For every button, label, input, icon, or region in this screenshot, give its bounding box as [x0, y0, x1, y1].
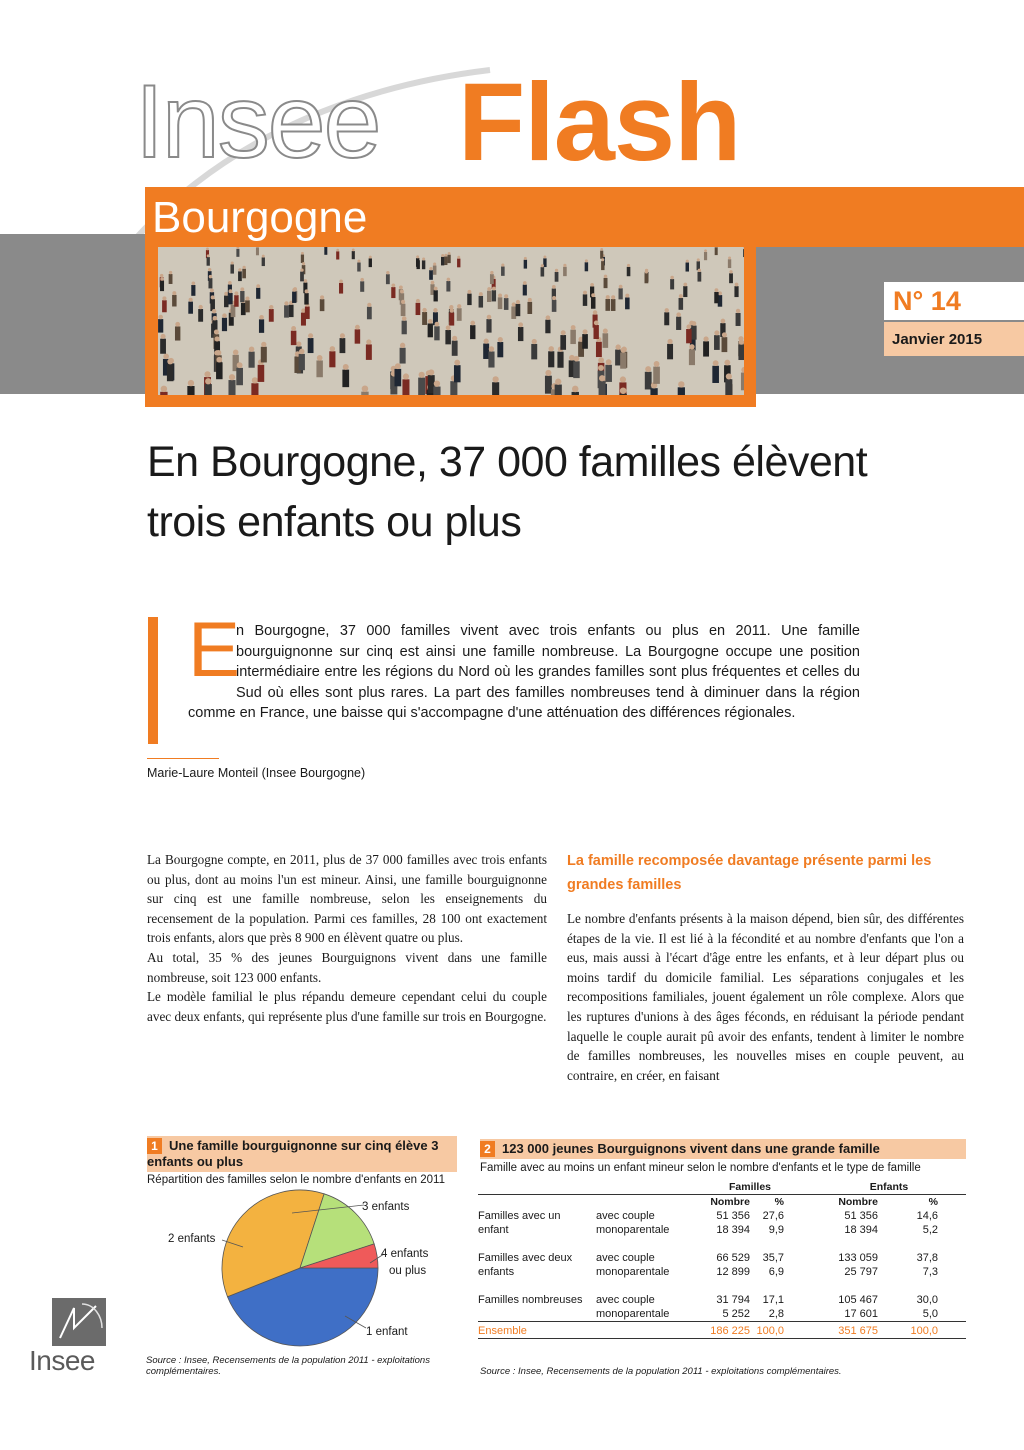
cell: 37,8: [916, 1252, 938, 1264]
pie-label-four-b: ou plus: [389, 1265, 427, 1277]
pie-label-four: 4 enfants: [381, 1248, 429, 1260]
region-name: Bourgogne: [152, 193, 368, 242]
insee-logo-mark: [52, 1298, 106, 1346]
cell: 351 675: [812, 1322, 884, 1339]
body-column-2: Le nombre d'enfants présents à la maison dépend, bien sûr, des différentes étapes de la vie. Il est lié à la fécondité et au nombre d'enfants que l'on a eus, mais aussi à l'écart d'âge entre les enfants, et à leur départ plus ou moins tardif du domicile familial. Les séparations conjugales et les recompositions familiales, jouent également un rôle complexe. Alors que les ruptures d'unions à des âges féconds, en réduisant la période pendant laquelle le couple aurait pû avoir des enfants, tendent à limiter le nombre de familles nombreuses, les nouvelles mises en couple peuvent, au contraire, en créer, en faisant: [567, 911, 964, 1083]
table-total-row: [478, 1322, 966, 1339]
group-header-enfants: Enfants: [812, 1180, 966, 1195]
figure-1-heading: [147, 1136, 457, 1172]
figure-1-source: Source : Insee, Recensements de la population 2011 - exploitations complémentaires.: [146, 1355, 430, 1377]
figure-1-subtitle: Répartition des familles selon le nombre d'enfants en 2011: [147, 1174, 445, 1186]
cell: 51 356: [716, 1210, 750, 1222]
figure-2-source: Source : Insee, Recensements de la population 2011 - exploitations complémentaires.: [480, 1366, 842, 1377]
figure-2-subtitle: Famille avec au moins un enfant mineur selon le nombre d'enfants et le type de famille: [480, 1162, 921, 1174]
cell: 35,7: [762, 1252, 784, 1264]
cell: 7,3: [922, 1266, 938, 1278]
cell: 17 601: [844, 1308, 878, 1320]
cell: 2,8: [768, 1308, 784, 1320]
paragraph: Au total, 35 % des jeunes Bourguignons vivent dans une famille nombreuse, soit 123 000 enfants.: [147, 949, 547, 985]
table-row: [478, 1209, 966, 1223]
group-label: Familles nombreuses: [478, 1294, 583, 1306]
row-type: avec couple: [596, 1210, 655, 1222]
cell: 18 394: [716, 1224, 750, 1236]
brand-flash: Flash: [458, 61, 741, 184]
figure-2-title: 123 000 jeunes Bourguignons vivent dans une grande famille: [502, 1141, 880, 1156]
col-header: Nombre: [710, 1196, 750, 1208]
cell: 186 225: [688, 1322, 756, 1339]
cell: 6,9: [768, 1266, 784, 1278]
cell: 5,2: [922, 1224, 938, 1236]
paragraph: Le modèle familial le plus répandu demeure cependant celui du couple avec deux enfants, qui représente plus d'une famille sur trois en Bourgogne.: [147, 989, 547, 1024]
pie-label-two: 2 enfants: [168, 1233, 216, 1245]
lead-bar: [148, 617, 158, 744]
figure-1-title: Une famille bourguignonne sur cinq élève 3 enfants ou plus: [147, 1138, 439, 1169]
row-type: avec couple: [596, 1294, 655, 1306]
cell: 133 059: [838, 1252, 878, 1264]
author: Marie-Laure Monteil (Insee Bourgogne): [147, 766, 366, 780]
table-row: [478, 1265, 966, 1279]
issue-number: N° 14: [893, 286, 961, 316]
group-header-familles: Familles: [688, 1180, 812, 1195]
row-type: monoparentale: [596, 1266, 670, 1278]
table-row: [478, 1251, 966, 1265]
col-header: %: [774, 1196, 784, 1208]
cell: 5,0: [922, 1308, 938, 1320]
row-type: avec couple: [596, 1252, 655, 1264]
cell: 18 394: [844, 1224, 878, 1236]
col-header: Nombre: [838, 1196, 878, 1208]
total-label: Ensemble: [478, 1322, 688, 1339]
cell: 25 797: [844, 1266, 878, 1278]
figure-2-number: 2: [480, 1141, 495, 1157]
crowd-photo: [158, 247, 744, 395]
section-heading: La famille recomposée davantage présente parmi les grandes familles: [567, 853, 932, 893]
table-row: [478, 1223, 966, 1237]
page-title: En Bourgogne, 37 000 familles élèvent trois enfants ou plus: [147, 438, 868, 546]
figure-1-number: 1: [147, 1138, 162, 1154]
drop-cap: E: [188, 605, 241, 693]
author-rule: [147, 758, 219, 759]
figure-2-heading: [480, 1139, 966, 1159]
cell: 100,0: [884, 1322, 966, 1339]
cell: 51 356: [844, 1210, 878, 1222]
lead-paragraph: [188, 621, 860, 724]
cell: 12 899: [716, 1266, 750, 1278]
issue-date: Janvier 2015: [892, 331, 983, 348]
cell: 5 252: [722, 1308, 750, 1320]
lead-text: n Bourgogne, 37 000 familles vivent avec trois enfants ou plus en 2011. Une famille bourguignonne sur cinq est ainsi une famille nombreuse. La Bourgogne occupe une position intermédiaire entre les régions du Nord où les grandes familles sont plus fréquentes et celles du Sud où elles sont plus rares. La part des familles nombreuses tend à diminuer dans la région comme en France, une baisse qui s'accompagne d'une atténuation des différences régionales.: [188, 623, 860, 722]
body-column-1: [147, 850, 547, 1026]
cell: 66 529: [716, 1252, 750, 1264]
cell: 105 467: [838, 1294, 878, 1306]
cell: 14,6: [916, 1210, 938, 1222]
brand-insee: Insee: [135, 64, 380, 180]
group-label: enfant: [478, 1224, 509, 1236]
row-type: monoparentale: [596, 1224, 670, 1236]
cell: 27,6: [762, 1210, 784, 1222]
group-label: Familles avec un: [478, 1210, 561, 1222]
cell: 100,0: [756, 1322, 812, 1339]
pie-label-one: 1 enfant: [366, 1326, 408, 1338]
cell: 30,0: [916, 1294, 938, 1306]
pie-label-three: 3 enfants: [362, 1201, 410, 1213]
table-row: [478, 1307, 966, 1322]
row-type: monoparentale: [596, 1308, 670, 1320]
insee-logo-text: Insee: [29, 1345, 95, 1376]
col-header: %: [928, 1196, 938, 1208]
cell: 17,1: [762, 1294, 784, 1306]
table-row: [478, 1293, 966, 1307]
cell: 31 794: [716, 1294, 750, 1306]
group-label: Familles avec deux: [478, 1252, 573, 1264]
data-table: [478, 1180, 966, 1339]
paragraph: La Bourgogne compte, en 2011, plus de 37 000 familles avec trois enfants ou plus, dont au moins l'un est mineur. Ainsi, une famille bourguignonne sur cinq est une famille nombreuse, selon les enseignements du recensement de la population. Parmi ces familles, 28 100 ont exactement trois enfants, alors que près 8 900 en élèvent quatre ou plus.: [147, 852, 547, 946]
group-label: enfants: [478, 1266, 515, 1278]
cell: 9,9: [768, 1224, 784, 1236]
